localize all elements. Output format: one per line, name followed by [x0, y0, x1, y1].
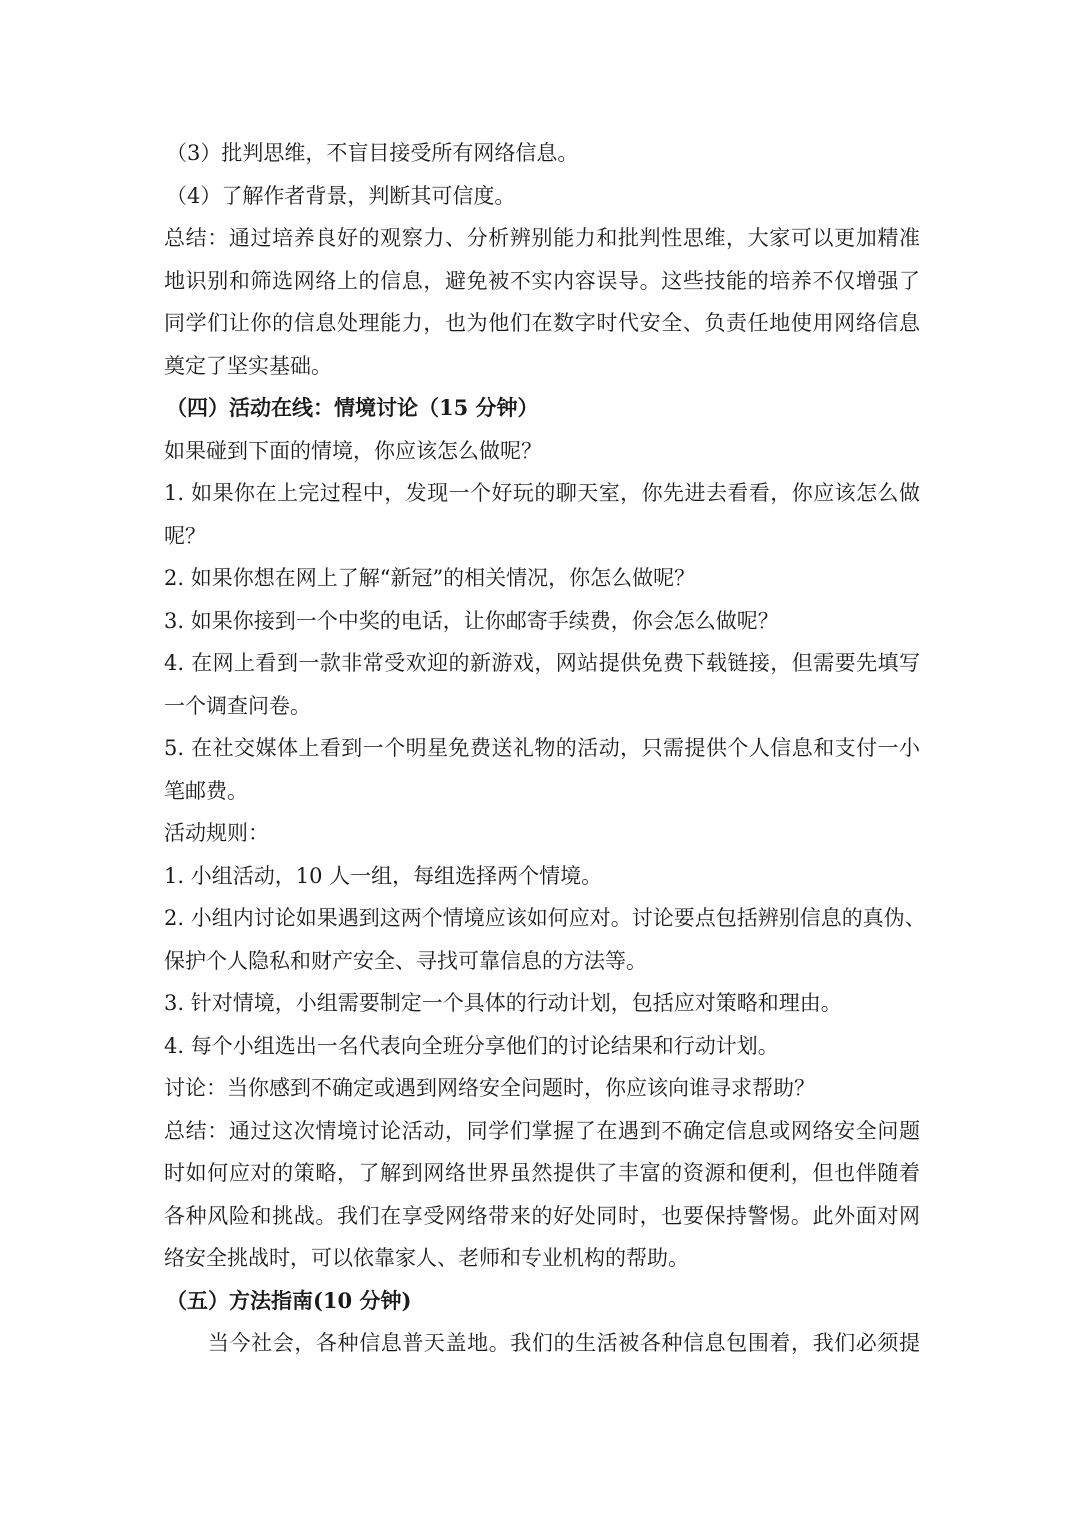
rule-item-2: 2. 小组内讨论如果遇到这两个情境应该如何应对。讨论要点包括辨别信息的真伪、: [164, 906, 926, 930]
rule-item-1: 1. 小组活动，10 人一组，每组选择两个情境。: [164, 863, 603, 888]
summary-2-line: 络安全挑战时，可以依靠家人、老师和专业机构的帮助。: [164, 1246, 689, 1270]
scenario-item-4: 4. 在网上看到一款非常受欢迎的新游戏，网站提供免费下载链接，但需要先填写: [164, 651, 920, 675]
rule-item-4: 4. 每个小组选出一名代表向全班分享他们的讨论结果和行动计划。: [164, 1033, 779, 1058]
rule-item-3: 3. 针对情境，小组需要制定一个具体的行动计划，包括应对策略和理由。: [164, 991, 842, 1015]
scenario-item-2: 2. 如果你想在网上了解“新冠”的相关情况，你怎么做呢？: [164, 566, 696, 590]
rule-item-2-cont: 保护个人隐私和财产安全、寻找可靠信息的方法等。: [164, 948, 647, 973]
summary-paragraph-line: 总结：通过培养良好的观察力、分析辨别能力和批判性思维，大家可以更加精准: [164, 226, 920, 250]
scenario-item-4-cont: 一个调查问卷。: [164, 693, 311, 718]
section-heading-4: （四）活动在线：情境讨论（15 分钟）: [166, 395, 539, 420]
summary-paragraph-line: 同学们让你的信息处理能力，也为他们在数字时代安全、负责任地使用网络信息: [164, 311, 920, 335]
summary-2-line: 时如何应对的策略，了解到网络世界虽然提供了丰富的资源和便利，但也伴随着: [164, 1161, 920, 1185]
summary-paragraph-line: 地识别和筛选网络上的信息，避免被不实内容误导。这些技能的培养不仅增强了: [164, 268, 920, 293]
method-paragraph-line: 当今社会，各种信息普天盖地。我们的生活被各种信息包围着，我们必须提: [208, 1331, 920, 1355]
scenario-item-1-cont: 呢？: [164, 523, 206, 548]
summary-paragraph-line: 奠定了坚实基础。: [164, 353, 332, 378]
activity-rules-label: 活动规则：: [164, 821, 269, 845]
summary-2-line: 各种风险和挑战。我们在享受网络带来的好处同时，也要保持警惕。此外面对网: [164, 1203, 920, 1228]
document-body: [164, 132, 926, 1365]
discussion-question: 讨论：当你感到不确定或遇到网络安全问题时，你应该向谁寻求帮助？: [164, 1076, 815, 1100]
scenario-item-3: 3. 如果你接到一个中奖的电话，让你邮寄手续费，你会怎么做呢？: [164, 608, 779, 633]
list-item-author-background: （4）了解作者背景，判断其可信度。: [166, 183, 516, 208]
list-item-critical-thinking: （3）批判思维，不盲目接受所有网络信息。: [166, 141, 579, 165]
scenario-item-5: 5. 在社交媒体上看到一个明星免费送礼物的活动，只需提供个人信息和支付一小: [164, 736, 920, 760]
summary-2-line: 总结：通过这次情境讨论活动，同学们掌握了在遇到不确定信息或网络安全问题: [164, 1118, 920, 1143]
scenario-item-1: 1. 如果你在上完过程中，发现一个好玩的聊天室，你先进去看看，你应该怎么做: [164, 481, 920, 505]
scenario-item-5-cont: 笔邮费。: [164, 778, 248, 803]
section-heading-5: （五）方法指南(10 分钟): [166, 1287, 412, 1313]
scenario-intro: 如果碰到下面的情境，你应该怎么做呢？: [164, 438, 542, 463]
